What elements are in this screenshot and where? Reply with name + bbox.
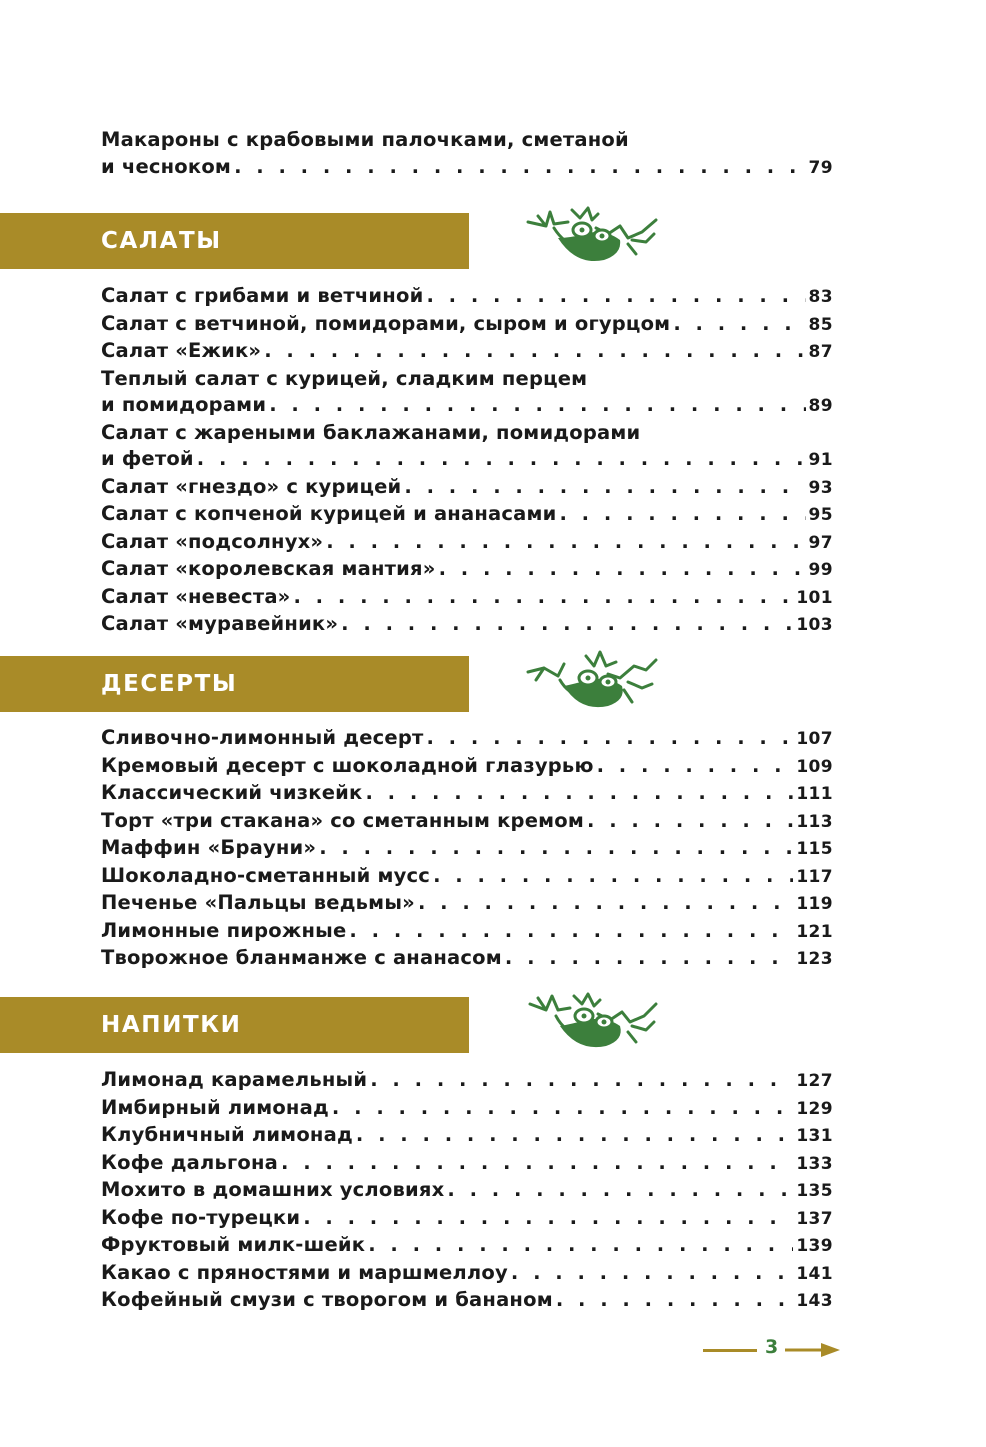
toc-entry[interactable] [101, 863, 833, 891]
dot-leader [587, 808, 793, 835]
entry-page-number: 79 [808, 157, 833, 178]
dot-leader [559, 501, 805, 528]
toc-entry[interactable] [101, 780, 833, 808]
section-title: НАПИТКИ [101, 1012, 242, 1038]
toc-entry[interactable] [101, 1095, 833, 1123]
toc-entry[interactable] [101, 366, 833, 420]
entry-title: Имбирный лимонад [101, 1095, 329, 1119]
toc-entry[interactable] [101, 1260, 833, 1288]
dot-leader [426, 725, 793, 752]
entry-title: Кофейный смузи с творогом и бананом [101, 1288, 553, 1311]
footer-rule [703, 1349, 757, 1352]
dot-leader [433, 863, 793, 890]
frog-icon [524, 648, 660, 712]
toc-entry[interactable] [101, 1177, 833, 1205]
entry-title: Печенье «Пальцы ведьмы» [101, 891, 415, 914]
entry-page-number: 99 [808, 560, 833, 580]
toc-entry[interactable] [101, 725, 833, 753]
entry-title: Салат с грибами и ветчиной [101, 284, 424, 307]
toc-list-salads [101, 283, 833, 639]
toc-entry[interactable] [101, 283, 833, 311]
dot-leader [234, 154, 805, 181]
dot-leader [597, 753, 794, 780]
entry-page-number: 115 [796, 839, 833, 859]
entry-title: Кофе по-турецки [101, 1205, 301, 1229]
dot-leader [349, 918, 793, 945]
section-title: САЛАТЫ [101, 228, 222, 254]
entry-page-number: 139 [796, 1236, 833, 1256]
toc-list-desserts [101, 725, 833, 973]
dot-leader [326, 529, 805, 556]
entry-title: Фруктовый милк-шейк [101, 1233, 366, 1256]
entry-page-number: 133 [796, 1153, 833, 1174]
entry-page-number: 123 [796, 949, 833, 969]
entry-title: и помидорами [101, 393, 267, 416]
entry-page-number: 87 [808, 342, 833, 362]
entry-title-line1: Макароны с крабовыми палочками, сметаной [101, 128, 629, 151]
dot-leader [368, 1232, 793, 1259]
entry-title: Салат «подсолнух» [101, 529, 324, 553]
entry-title: Салат «гнездо» с курицей [101, 474, 402, 498]
entry-page-number: 119 [796, 894, 833, 914]
dot-leader [303, 1205, 793, 1232]
entry-title-line1: Салат с жареными баклажанами, помидорами [101, 420, 641, 444]
dot-leader [404, 474, 805, 501]
dot-leader [356, 1122, 793, 1149]
toc-entry[interactable] [101, 529, 833, 557]
dot-leader [418, 890, 793, 917]
entry-page-number: 89 [808, 396, 833, 416]
entry-page-number: 93 [808, 477, 833, 498]
entry-title: Какао с пряностями и маршмеллоу [101, 1260, 508, 1284]
toc-entry[interactable] [101, 835, 833, 863]
dot-leader [511, 1260, 793, 1287]
toc-entry[interactable] [101, 1150, 833, 1178]
dot-leader [426, 283, 805, 310]
dot-leader [341, 611, 793, 638]
frog-icon [524, 204, 660, 268]
entry-title: Мохито в домашних условиях [101, 1178, 445, 1201]
dot-leader [505, 945, 793, 972]
entry-page-number: 131 [796, 1126, 833, 1146]
entry-page-number: 111 [796, 784, 833, 804]
toc-entry[interactable] [101, 474, 833, 502]
toc-entry[interactable] [101, 420, 833, 474]
dot-leader [556, 1287, 793, 1314]
entry-title: Салат «королевская мантия» [101, 557, 436, 580]
toc-list-drinks [101, 1067, 833, 1315]
entry-page-number: 127 [796, 1071, 833, 1091]
entry-title: Салат «муравейник» [101, 612, 339, 635]
toc-entry[interactable] [101, 556, 833, 584]
entry-title: Классический чизкейк [101, 781, 363, 804]
entry-page-number: 91 [808, 450, 833, 470]
entry-page-number: 103 [796, 615, 833, 635]
entry-title: Лимонад карамельный [101, 1068, 368, 1091]
page-footer [703, 1336, 843, 1362]
entry-page-number: 143 [796, 1291, 833, 1311]
entry-title: и чесноком [101, 154, 232, 178]
arrow-right-icon [785, 1342, 841, 1360]
toc-entry[interactable] [101, 501, 833, 529]
entry-page-number: 135 [796, 1181, 833, 1201]
toc-entry[interactable] [101, 808, 833, 836]
dot-leader [197, 446, 806, 473]
dot-leader [673, 311, 805, 338]
dot-leader [365, 780, 793, 807]
entry-page-number: 141 [796, 1263, 833, 1284]
toc-entry[interactable] [101, 1205, 833, 1233]
entry-title: Салат с ветчиной, помидорами, сыром и огурцом [101, 311, 671, 335]
dot-leader [293, 584, 793, 611]
entry-title: Шоколадно-сметанный мусс [101, 863, 431, 887]
toc-entry[interactable] [101, 1232, 833, 1260]
toc-entry[interactable] [101, 945, 833, 973]
page-number: 3 [765, 1336, 779, 1358]
entry-page-number: 85 [808, 314, 833, 335]
toc-entry[interactable] [101, 338, 833, 366]
dot-leader [264, 338, 805, 365]
entry-title: Салат «Ежик» [101, 339, 262, 362]
entry-page-number: 109 [796, 756, 833, 777]
toc-entry[interactable] [101, 890, 833, 918]
entry-page-number: 101 [796, 587, 833, 608]
toc-entry[interactable] [101, 611, 833, 639]
entry-page-number: 97 [808, 532, 833, 553]
toc-entry[interactable] [101, 584, 833, 612]
toc-entry[interactable] [101, 1122, 833, 1150]
entry-title: и фетой [101, 447, 194, 470]
section-title: ДЕСЕРТЫ [101, 671, 238, 697]
entry-page-number: 137 [796, 1208, 833, 1229]
section-header-salads [0, 213, 469, 269]
toc-entry[interactable] [101, 1067, 833, 1095]
entry-page-number: 83 [808, 287, 833, 307]
toc-entry[interactable] [101, 127, 833, 181]
toc-entry[interactable] [101, 1287, 833, 1315]
dot-leader [332, 1095, 793, 1122]
entry-page-number: 95 [808, 505, 833, 525]
entry-title: Кремовый десерт с шоколадной глазурью [101, 753, 594, 777]
entry-page-number: 117 [796, 866, 833, 887]
dot-leader [269, 392, 805, 419]
toc-entry[interactable] [101, 311, 833, 339]
dot-leader [281, 1150, 793, 1177]
section-header-drinks [0, 997, 469, 1053]
dot-leader [439, 556, 806, 583]
entry-title: Салат «невеста» [101, 584, 291, 608]
frog-icon [524, 990, 660, 1054]
entry-page-number: 113 [796, 811, 833, 832]
entry-title: Салат с копченой курицей и ананасами [101, 502, 557, 525]
entry-title: Кофе дальгона [101, 1150, 279, 1174]
toc-list-intro [101, 127, 833, 181]
entry-page-number: 129 [796, 1098, 833, 1119]
entry-title: Торт «три стакана» со сметанным кремом [101, 808, 585, 832]
toc-entry[interactable] [101, 918, 833, 946]
dot-leader [447, 1177, 793, 1204]
entry-title: Клубничный лимонад [101, 1123, 353, 1146]
section-header-desserts [0, 656, 469, 712]
dot-leader [319, 835, 793, 862]
entry-title-line1: Теплый салат с курицей, сладким перцем [101, 366, 588, 390]
entry-page-number: 107 [796, 729, 833, 749]
dot-leader [370, 1067, 793, 1094]
entry-title: Сливочно-лимонный десерт [101, 726, 424, 749]
entry-title: Маффин «Брауни» [101, 836, 317, 859]
entry-title: Лимонные пирожные [101, 918, 347, 942]
toc-entry[interactable] [101, 753, 833, 781]
entry-page-number: 121 [796, 921, 833, 942]
entry-title: Творожное бланманже с ананасом [101, 946, 502, 969]
